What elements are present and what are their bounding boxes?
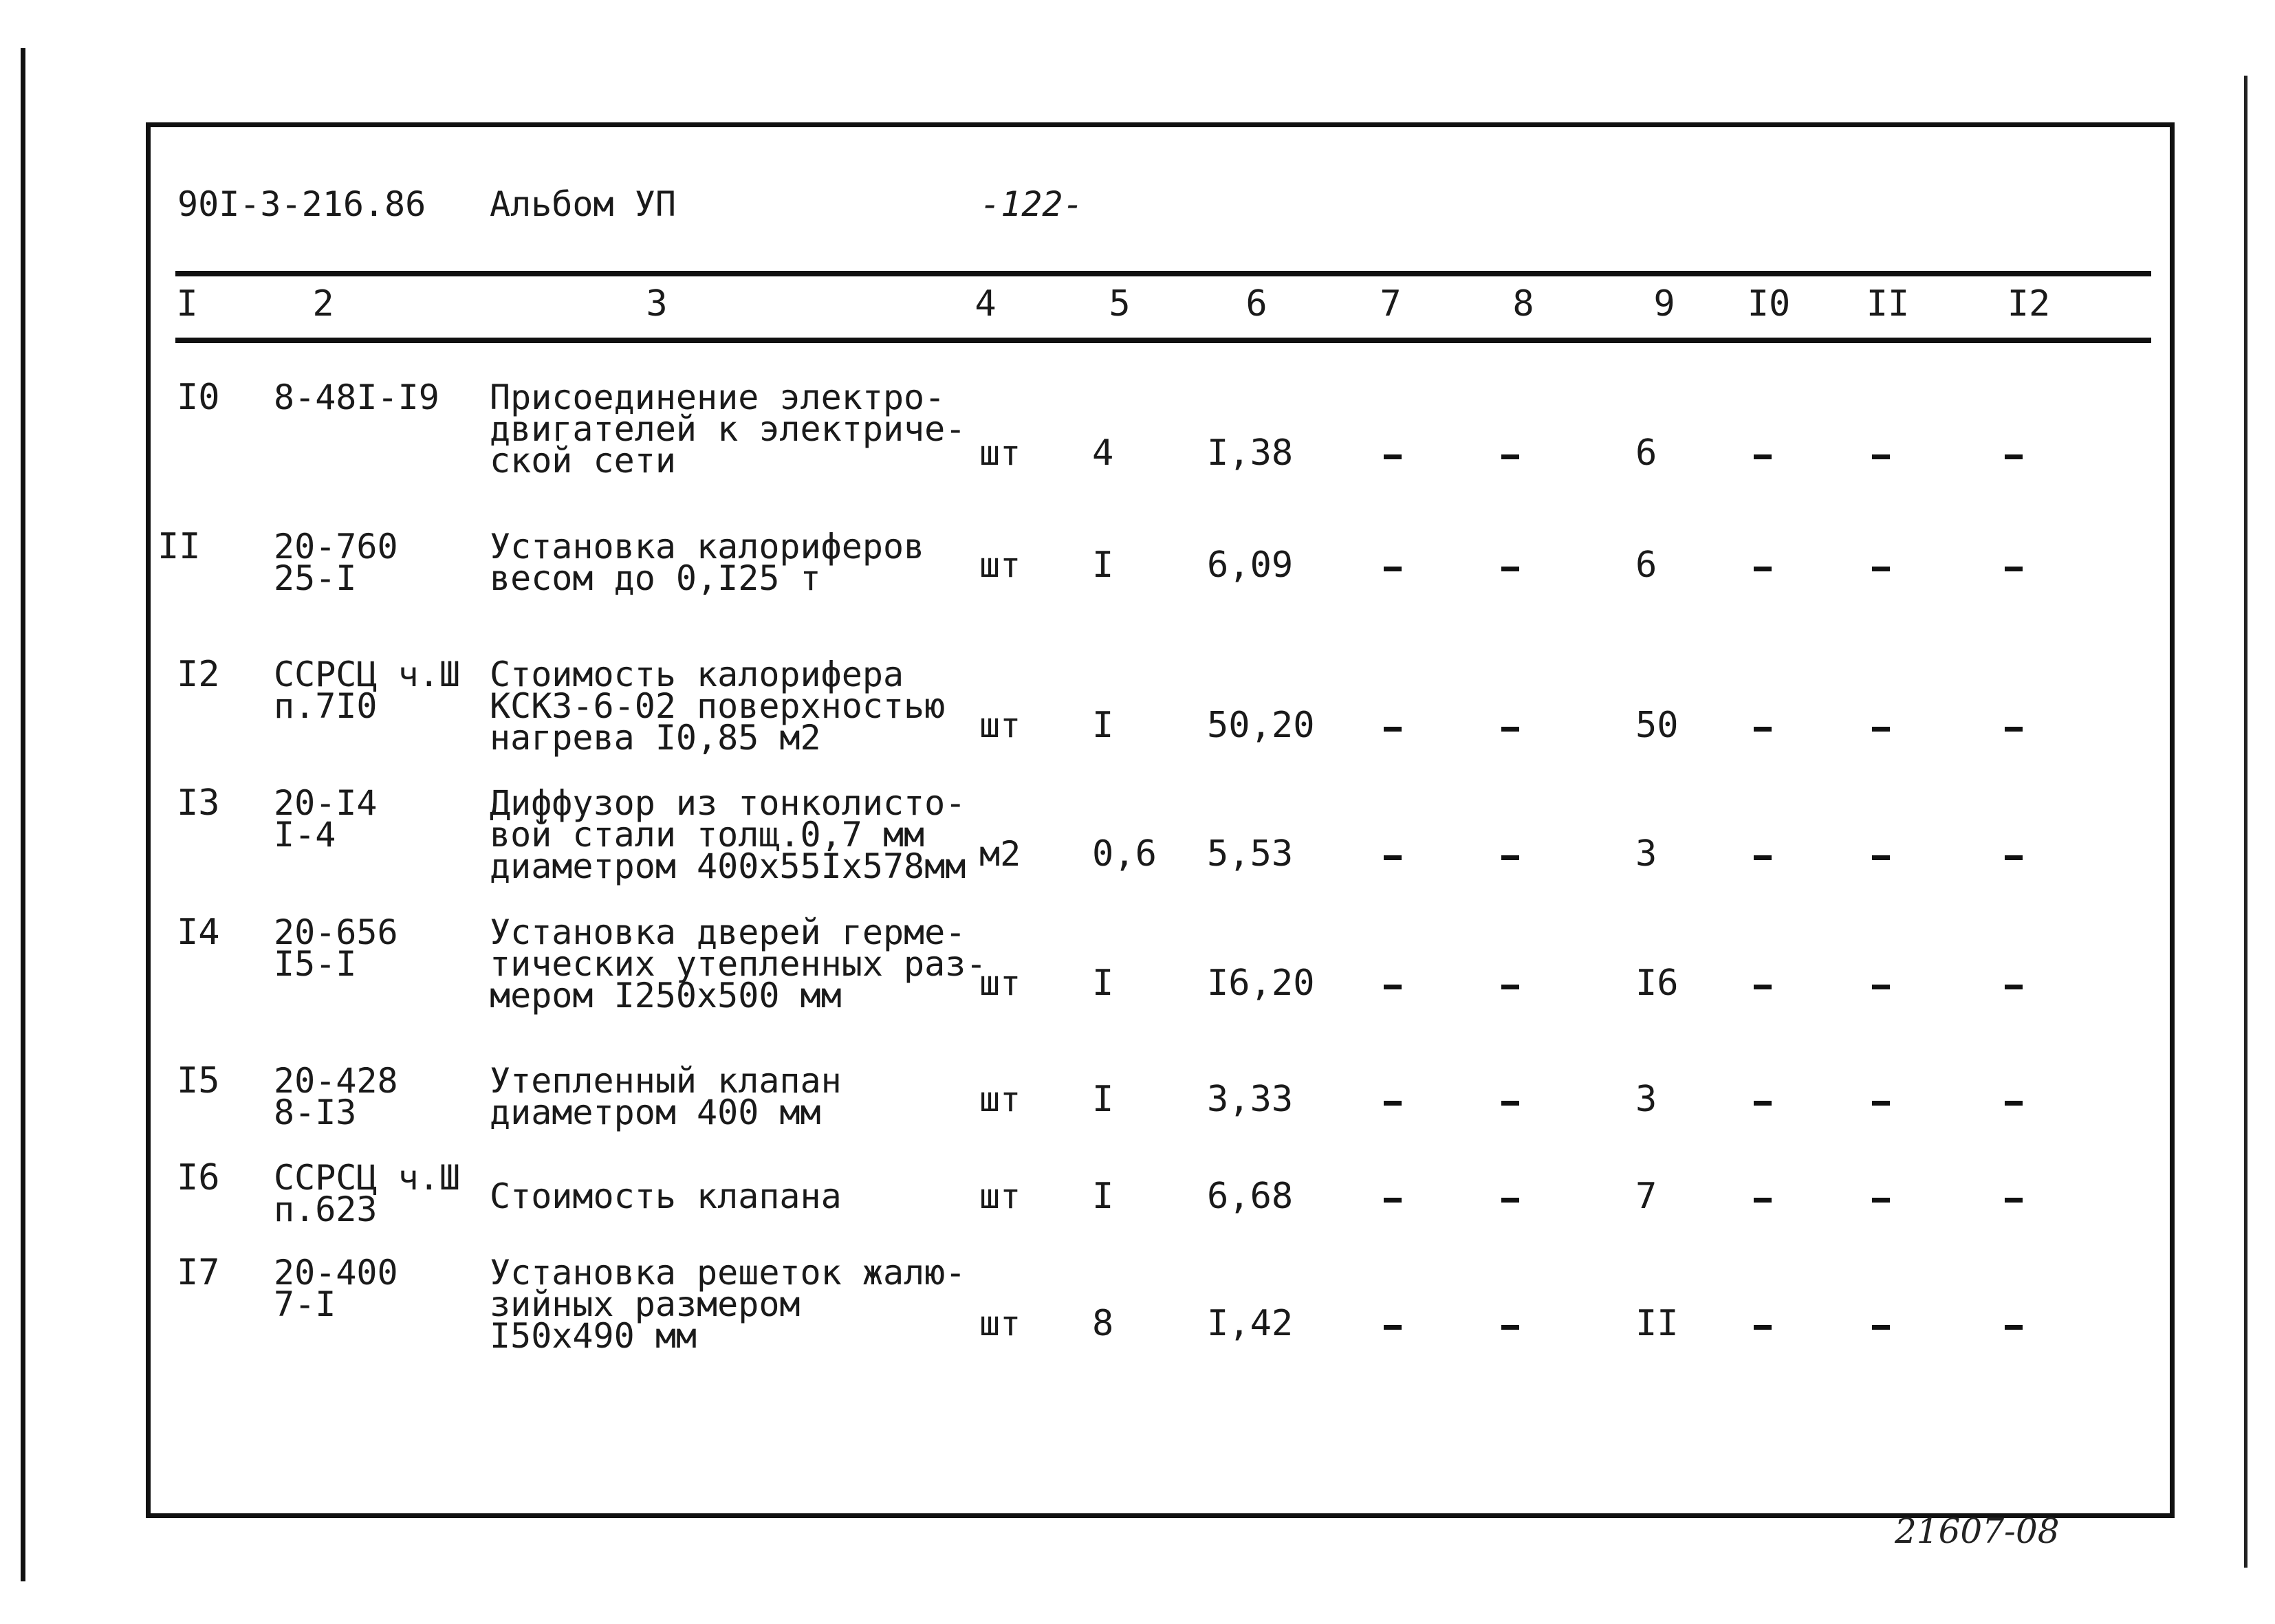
empty-value-dash (1501, 1198, 1519, 1203)
work-description: Присоединение электро- двигателей к электриче- ской сети (490, 377, 966, 481)
column-9-value: 6 (1635, 545, 1657, 586)
unit-price-cell: 3,33 (1207, 1079, 1294, 1120)
quantity-cell: I (1092, 705, 1114, 746)
column-number: 9 (1653, 283, 1675, 325)
unit-cell: шт (979, 433, 1021, 473)
column-number: 7 (1380, 283, 1402, 325)
norm-reference: ССРСЦ ч.Ш п.7I0 (274, 655, 460, 726)
empty-value-dash (1501, 1101, 1519, 1106)
unit-price-cell: 5,53 (1207, 833, 1294, 875)
empty-value-dash (1501, 1325, 1519, 1330)
empty-value-dash (1754, 1198, 1772, 1203)
scan-left-edge (21, 48, 25, 1581)
column-number: I2 (2007, 283, 2051, 325)
empty-value-dash (2005, 727, 2023, 732)
norm-reference: ССРСЦ ч.Ш п.623 (274, 1158, 460, 1229)
empty-value-dash (1754, 1325, 1772, 1330)
norm-reference: 20-656 I5-I (274, 912, 398, 984)
scan-right-edge (2244, 76, 2247, 1568)
column-number: 5 (1109, 283, 1131, 325)
column-number: I (176, 283, 198, 325)
norm-reference: 20-760 25-I (274, 527, 398, 598)
empty-value-dash (1754, 985, 1772, 989)
column-9-value: 50 (1635, 705, 1679, 746)
empty-value-dash (1384, 454, 1402, 459)
column-number: II (1866, 283, 1910, 325)
archive-number: 21607-08 (1895, 1511, 2060, 1551)
row-number: I6 (177, 1157, 220, 1198)
column-number: 6 (1245, 283, 1267, 325)
empty-value-dash (1872, 727, 1890, 732)
work-description: Установка решеток жалю- зийных размером I50х490 мм (490, 1253, 966, 1356)
empty-value-dash (1384, 727, 1402, 732)
quantity-cell: I (1092, 1079, 1114, 1120)
row-number: I2 (177, 654, 220, 695)
quantity-cell: I (1092, 1176, 1114, 1217)
quantity-cell: 4 (1092, 432, 1114, 474)
empty-value-dash (1872, 1101, 1890, 1106)
empty-value-dash (1872, 985, 1890, 989)
empty-value-dash (1872, 567, 1890, 571)
unit-price-cell: I6,20 (1207, 963, 1315, 1004)
row-number: I7 (177, 1252, 220, 1293)
row-number: II (157, 526, 201, 567)
empty-value-dash (1872, 454, 1890, 459)
quantity-cell: 0,6 (1092, 833, 1157, 875)
unit-price-cell: 6,09 (1207, 545, 1294, 586)
empty-value-dash (1501, 567, 1519, 571)
header-rule-bottom (175, 338, 2151, 343)
unit-cell: шт (979, 705, 1021, 745)
column-9-value: 3 (1635, 833, 1657, 875)
unit-cell: шт (979, 545, 1021, 585)
empty-value-dash (1754, 567, 1772, 571)
work-description: Диффузор из тонколисто- вой стали толщ.0,7 мм диаметром 400х55Iх578мм (490, 783, 966, 886)
empty-value-dash (1501, 454, 1519, 459)
column-9-value: 6 (1635, 432, 1657, 474)
unit-cell: шт (979, 1079, 1021, 1119)
column-number: 8 (1512, 283, 1534, 325)
empty-value-dash (1384, 985, 1402, 989)
empty-value-dash (1384, 855, 1402, 860)
unit-cell: шт (979, 1304, 1021, 1343)
column-9-value: 3 (1635, 1079, 1657, 1120)
empty-value-dash (2005, 855, 2023, 860)
norm-reference: 20-400 7-I (274, 1253, 398, 1324)
work-description: Утепленный клапан диаметром 400 мм (490, 1061, 842, 1132)
unit-cell: шт (979, 1176, 1021, 1216)
row-number: I0 (177, 377, 220, 418)
empty-value-dash (2005, 1325, 2023, 1330)
empty-value-dash (1384, 1325, 1402, 1330)
column-number: 4 (975, 283, 997, 325)
empty-value-dash (1754, 1101, 1772, 1106)
empty-value-dash (1872, 1198, 1890, 1203)
empty-value-dash (1384, 1198, 1402, 1203)
unit-price-cell: I,38 (1207, 432, 1294, 474)
norm-reference: 8-48I-I9 (274, 377, 439, 417)
empty-value-dash (1384, 567, 1402, 571)
quantity-cell: 8 (1092, 1303, 1114, 1344)
quantity-cell: I (1092, 545, 1114, 586)
work-description: Стоимость клапана (490, 1176, 842, 1216)
column-9-value: 7 (1635, 1176, 1657, 1217)
empty-value-dash (1501, 727, 1519, 732)
document-frame (146, 122, 2175, 1518)
empty-value-dash (1384, 1101, 1402, 1106)
album-label: Альбом УП (490, 184, 676, 224)
unit-cell: шт (979, 963, 1021, 1003)
column-9-value: II (1635, 1303, 1679, 1344)
column-number: 2 (312, 283, 334, 325)
header-rule-top (175, 271, 2151, 276)
document-code: 90I-3-216.86 (177, 184, 426, 224)
unit-price-cell: 6,68 (1207, 1176, 1294, 1217)
column-9-value: I6 (1635, 963, 1679, 1004)
unit-price-cell: 50,20 (1207, 705, 1315, 746)
work-description: Установка калориферов весом до 0,I25 т (490, 527, 925, 598)
norm-reference: 20-I4 I-4 (274, 783, 378, 855)
row-number: I3 (177, 782, 220, 824)
empty-value-dash (2005, 1101, 2023, 1106)
empty-value-dash (2005, 567, 2023, 571)
work-description: Стоимость калорифера КСКЗ-6-02 поверхностью нагрева I0,85 м2 (490, 655, 946, 758)
empty-value-dash (1872, 855, 1890, 860)
empty-value-dash (1754, 855, 1772, 860)
row-number: I4 (177, 912, 220, 953)
norm-reference: 20-428 8-I3 (274, 1061, 398, 1132)
empty-value-dash (2005, 985, 2023, 989)
empty-value-dash (2005, 1198, 2023, 1203)
quantity-cell: I (1092, 963, 1114, 1004)
empty-value-dash (1501, 985, 1519, 989)
page-number: -122- (980, 184, 1084, 224)
empty-value-dash (1754, 454, 1772, 459)
empty-value-dash (1754, 727, 1772, 732)
column-number: 3 (646, 283, 668, 325)
row-number: I5 (177, 1060, 220, 1101)
column-number: I0 (1747, 283, 1791, 325)
unit-cell: м2 (979, 834, 1021, 874)
work-description: Установка дверей герме- тических утепленных раз- мером I250х500 мм (490, 912, 987, 1016)
unit-price-cell: I,42 (1207, 1303, 1294, 1344)
empty-value-dash (1872, 1325, 1890, 1330)
empty-value-dash (2005, 454, 2023, 459)
empty-value-dash (1501, 855, 1519, 860)
